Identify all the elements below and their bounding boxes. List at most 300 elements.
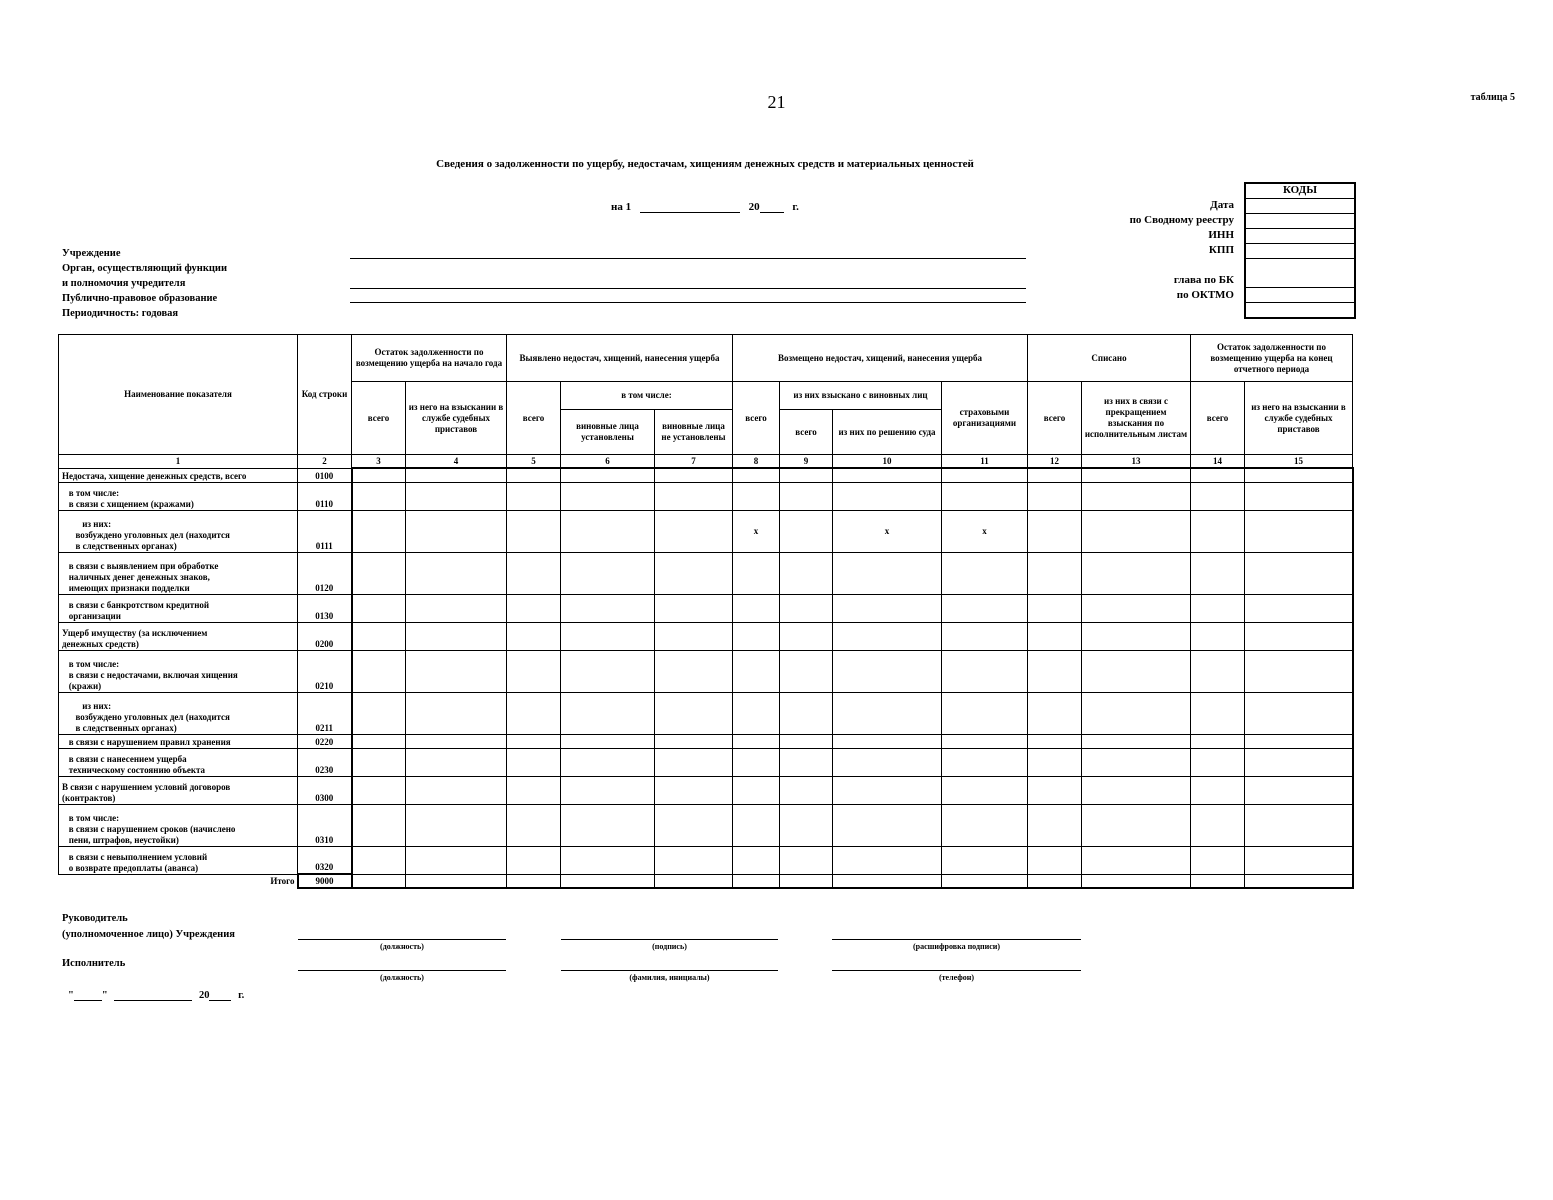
data-cell[interactable] <box>1082 482 1191 510</box>
date-day-month-field[interactable] <box>640 199 740 213</box>
header-including: в том числе: <box>561 382 733 410</box>
executor-label: Исполнитель <box>62 958 126 969</box>
data-cell[interactable] <box>406 468 507 482</box>
date-prefix: на 1 <box>611 201 632 213</box>
institution-field[interactable] <box>350 258 1026 259</box>
data-cell[interactable] <box>780 846 833 874</box>
data-cell[interactable] <box>561 734 655 748</box>
row-name-line: наличных денег денежных знаков, <box>62 571 210 582</box>
data-cell[interactable] <box>1082 594 1191 622</box>
data-cell[interactable] <box>733 468 780 482</box>
data-cell[interactable] <box>507 594 561 622</box>
code-oktmo-field[interactable] <box>1246 288 1354 303</box>
data-cell[interactable] <box>507 482 561 510</box>
table-row <box>59 510 1353 552</box>
label-public-entity: Публично-правовое образование <box>62 293 218 304</box>
data-cell[interactable] <box>1191 482 1245 510</box>
head-decoding-caption: (расшифровка подписи) <box>912 942 1001 951</box>
data-cell[interactable] <box>507 776 561 804</box>
data-cell[interactable] <box>833 846 942 874</box>
total-label: Итого <box>270 875 295 886</box>
header-c3: всего <box>352 382 406 455</box>
header-c11: страховыми организациями <box>942 382 1028 455</box>
data-cell[interactable] <box>833 650 942 692</box>
data-cell[interactable] <box>1028 622 1082 650</box>
data-cell[interactable] <box>942 776 1028 804</box>
data-cell[interactable] <box>406 594 507 622</box>
data-cell[interactable] <box>352 846 406 874</box>
sign-day-field[interactable] <box>74 988 102 1001</box>
data-cell[interactable] <box>655 482 733 510</box>
row-name-line: в связи с невыполнением условий <box>62 851 208 862</box>
row-name-line: (контрактов) <box>62 792 116 803</box>
data-cell[interactable] <box>733 748 780 776</box>
data-cell[interactable] <box>406 846 507 874</box>
column-number: 5 <box>507 455 561 469</box>
head-signature-field[interactable] <box>561 939 778 940</box>
total-cell[interactable] <box>352 874 406 888</box>
table-row <box>59 622 1353 650</box>
data-cell[interactable] <box>655 846 733 874</box>
table-row <box>59 846 1353 874</box>
data-cell[interactable] <box>1245 594 1353 622</box>
data-cell[interactable] <box>780 622 833 650</box>
label-bk: глава по БК <box>1173 274 1234 286</box>
sign-date-suffix: г. <box>238 990 245 1001</box>
header-c14: всего <box>1191 382 1245 455</box>
signature-date-line <box>68 988 244 1001</box>
executor-name-caption: (фамилия, инициалы) <box>629 973 710 982</box>
date-suffix: г. <box>792 201 799 213</box>
row-code: 0230 <box>298 748 352 776</box>
column-numbers-row <box>59 455 1353 469</box>
data-cell[interactable] <box>733 776 780 804</box>
data-cell[interactable] <box>780 468 833 482</box>
data-cell[interactable] <box>733 734 780 748</box>
row-name-line: пени, штрафов, неустойки) <box>62 834 179 845</box>
head-position-caption: (должность) <box>380 942 424 951</box>
date-quote-open: " <box>68 990 74 1001</box>
data-cell[interactable] <box>833 804 942 846</box>
label-registry: по Сводному реестру <box>1129 214 1234 226</box>
data-cell[interactable] <box>507 748 561 776</box>
data-cell[interactable] <box>1245 776 1353 804</box>
data-cell[interactable] <box>507 468 561 482</box>
data-cell[interactable] <box>1191 622 1245 650</box>
data-cell[interactable] <box>942 846 1028 874</box>
data-cell[interactable] <box>1082 734 1191 748</box>
total-cell[interactable] <box>780 874 833 888</box>
row-name <box>59 468 298 482</box>
header-code: Код строки <box>298 335 352 455</box>
public-entity-field[interactable] <box>350 302 1026 303</box>
table-row <box>59 482 1353 510</box>
data-cell[interactable] <box>1191 804 1245 846</box>
row-name-line: денежных средств) <box>62 638 139 649</box>
data-cell[interactable] <box>1191 552 1245 594</box>
header-name: Наименование показателя <box>59 335 298 455</box>
column-number: 9 <box>780 455 833 469</box>
total-cell[interactable] <box>833 874 942 888</box>
row-name-line: о возврате предоплаты (аванса) <box>62 862 199 873</box>
row-code: 0120 <box>298 552 352 594</box>
row-name-line: в связи с нарушением правил хранения <box>62 736 231 747</box>
total-code: 9000 <box>298 874 352 888</box>
data-cell[interactable] <box>406 692 507 734</box>
code-kpp-field[interactable] <box>1246 244 1354 259</box>
row-code: 0220 <box>298 734 352 748</box>
total-cell[interactable] <box>733 874 780 888</box>
data-cell[interactable] <box>1191 846 1245 874</box>
data-cell[interactable] <box>1191 748 1245 776</box>
data-cell[interactable] <box>561 846 655 874</box>
data-cell[interactable] <box>1191 776 1245 804</box>
label-institution: Учреждение <box>62 248 121 259</box>
data-cell[interactable] <box>733 804 780 846</box>
data-cell[interactable] <box>1191 692 1245 734</box>
data-cell[interactable] <box>833 622 942 650</box>
data-cell[interactable] <box>352 650 406 692</box>
data-cell[interactable] <box>352 692 406 734</box>
data-cell[interactable] <box>406 510 507 552</box>
head-label <box>62 911 235 943</box>
data-cell[interactable] <box>942 622 1028 650</box>
table-row <box>59 734 1353 748</box>
data-cell[interactable] <box>1082 804 1191 846</box>
data-cell[interactable] <box>833 468 942 482</box>
data-cell: x <box>833 510 942 552</box>
head-label-2: (уполномоченное лицо) Учреждения <box>62 929 235 940</box>
total-cell[interactable] <box>942 874 1028 888</box>
total-cell[interactable] <box>507 874 561 888</box>
data-cell[interactable] <box>1028 776 1082 804</box>
data-cell[interactable] <box>1245 468 1353 482</box>
row-name-line: в связи с нанесением ущерба <box>62 753 187 764</box>
data-cell[interactable] <box>1245 734 1353 748</box>
code-date-field[interactable] <box>1246 199 1354 214</box>
data-cell[interactable] <box>942 650 1028 692</box>
column-number: 13 <box>1082 455 1191 469</box>
total-row <box>59 874 1353 888</box>
data-cell[interactable] <box>1082 510 1191 552</box>
executor-phone-field[interactable] <box>832 970 1081 971</box>
data-cell[interactable] <box>561 468 655 482</box>
data-cell[interactable] <box>942 594 1028 622</box>
date-quote-close: " <box>101 990 108 1001</box>
data-cell[interactable] <box>733 692 780 734</box>
code-bk-field[interactable] <box>1246 259 1354 288</box>
data-cell[interactable] <box>1028 734 1082 748</box>
header-c15: из него на взыскании в службе судебных приставов <box>1245 382 1353 455</box>
data-cell[interactable] <box>1245 692 1353 734</box>
label-founder-2: и полномочия учредителя <box>62 278 186 289</box>
total-cell[interactable] <box>1191 874 1245 888</box>
data-cell[interactable] <box>833 734 942 748</box>
data-cell[interactable] <box>352 622 406 650</box>
row-code: 0300 <box>298 776 352 804</box>
data-cell: x <box>942 510 1028 552</box>
column-number: 2 <box>298 455 352 469</box>
data-cell[interactable] <box>655 650 733 692</box>
table-row <box>59 552 1353 594</box>
data-cell[interactable] <box>1082 776 1191 804</box>
data-cell[interactable] <box>655 468 733 482</box>
sign-year-field[interactable] <box>209 988 231 1001</box>
data-cell[interactable] <box>352 776 406 804</box>
table-row <box>59 468 1353 482</box>
label-date: Дата <box>1210 199 1234 211</box>
data-cell[interactable] <box>733 846 780 874</box>
data-cell[interactable] <box>780 482 833 510</box>
data-cell[interactable] <box>406 622 507 650</box>
data-cell[interactable] <box>352 510 406 552</box>
data-cell[interactable] <box>1245 650 1353 692</box>
sign-month-field[interactable] <box>114 988 192 1001</box>
data-cell[interactable] <box>780 552 833 594</box>
header-c4: из него на взыскании в службе судебных приставов <box>406 382 507 455</box>
data-cell[interactable] <box>655 748 733 776</box>
row-name-line: (кражи) <box>62 680 102 691</box>
header-c8: всего <box>733 382 780 455</box>
data-cell[interactable] <box>561 622 655 650</box>
data-cell[interactable] <box>1082 552 1191 594</box>
code-inn-field[interactable] <box>1246 229 1354 244</box>
data-cell[interactable] <box>561 804 655 846</box>
executor-position-field[interactable] <box>298 970 506 971</box>
row-name-line: в связи с выявлением при обработке <box>62 560 219 571</box>
row-code: 0100 <box>298 468 352 482</box>
column-number: 7 <box>655 455 733 469</box>
table-row <box>59 692 1353 734</box>
data-cell[interactable] <box>507 552 561 594</box>
row-name-line: В связи с нарушением условий договоров <box>62 781 231 792</box>
row-name <box>59 692 298 734</box>
data-cell[interactable] <box>733 594 780 622</box>
data-cell[interactable] <box>655 594 733 622</box>
code-registry-field[interactable] <box>1246 214 1354 229</box>
executor-phone-caption: (телефон) <box>938 973 975 982</box>
data-cell[interactable] <box>352 734 406 748</box>
data-cell[interactable] <box>1245 622 1353 650</box>
column-number: 14 <box>1191 455 1245 469</box>
data-cell[interactable] <box>352 748 406 776</box>
data-cell[interactable] <box>507 734 561 748</box>
data-cell[interactable] <box>1082 650 1191 692</box>
data-cell[interactable] <box>352 468 406 482</box>
data-cell[interactable] <box>1028 804 1082 846</box>
data-cell[interactable] <box>406 804 507 846</box>
table-row <box>59 804 1353 846</box>
data-cell[interactable] <box>655 692 733 734</box>
data-cell[interactable] <box>780 594 833 622</box>
data-cell[interactable] <box>942 804 1028 846</box>
header-c13: из них в связи с прекращением взыскания по исполнительным листам <box>1082 382 1191 455</box>
data-cell[interactable] <box>507 622 561 650</box>
row-name-line: Недостача, хищение денежных средств, всего <box>62 470 247 481</box>
org-labels <box>62 246 227 321</box>
row-code: 0110 <box>298 482 352 510</box>
total-cell[interactable] <box>655 874 733 888</box>
data-cell[interactable] <box>655 734 733 748</box>
head-decoding-field[interactable] <box>832 939 1081 940</box>
row-code: 0320 <box>298 846 352 874</box>
data-cell[interactable] <box>406 748 507 776</box>
data-cell[interactable] <box>507 692 561 734</box>
total-cell[interactable] <box>1245 874 1353 888</box>
data-cell[interactable] <box>406 650 507 692</box>
data-cell[interactable] <box>733 622 780 650</box>
label-inn: ИНН <box>1208 229 1234 241</box>
data-cell[interactable] <box>1191 594 1245 622</box>
data-cell[interactable] <box>655 804 733 846</box>
founder-field[interactable] <box>350 288 1026 289</box>
data-cell[interactable] <box>406 552 507 594</box>
header-recovered: Возмещено недостач, хищений, нанесения ущерба <box>733 335 1028 382</box>
data-cell[interactable] <box>1191 734 1245 748</box>
header-c10: из них по решению суда <box>833 410 942 455</box>
data-cell[interactable] <box>1028 692 1082 734</box>
data-cell[interactable] <box>780 650 833 692</box>
data-cell[interactable] <box>780 776 833 804</box>
data-cell[interactable] <box>1028 650 1082 692</box>
data-cell[interactable] <box>1245 552 1353 594</box>
data-cell[interactable] <box>1028 594 1082 622</box>
code-extra-field[interactable] <box>1246 303 1354 317</box>
data-cell[interactable] <box>352 804 406 846</box>
label-periodicity: Периодичность: годовая <box>62 308 179 319</box>
row-name <box>59 846 298 874</box>
data-cell[interactable] <box>352 552 406 594</box>
data-cell[interactable] <box>406 776 507 804</box>
row-code: 0211 <box>298 692 352 734</box>
header-start-balance: Остаток задолженности по возмещению ущерба на начало года <box>352 335 507 382</box>
data-cell[interactable] <box>780 748 833 776</box>
data-cell[interactable] <box>833 594 942 622</box>
date-year-field[interactable] <box>760 199 784 213</box>
data-cell[interactable] <box>1028 846 1082 874</box>
data-cell[interactable] <box>561 650 655 692</box>
data-cell[interactable] <box>942 468 1028 482</box>
column-number: 10 <box>833 455 942 469</box>
row-name <box>59 776 298 804</box>
data-cell[interactable] <box>1245 804 1353 846</box>
row-name-line: техническому состоянию объекта <box>62 764 206 775</box>
total-cell[interactable] <box>406 874 507 888</box>
data-cell: x <box>733 510 780 552</box>
row-name-line: в связи с нарушением сроков (начислено <box>62 823 236 834</box>
total-cell[interactable] <box>1028 874 1082 888</box>
data-cell[interactable] <box>561 748 655 776</box>
data-cell[interactable] <box>561 692 655 734</box>
data-cell[interactable] <box>406 482 507 510</box>
data-cell[interactable] <box>1191 650 1245 692</box>
data-cell[interactable] <box>561 776 655 804</box>
data-cell[interactable] <box>1028 468 1082 482</box>
data-cell[interactable] <box>1082 748 1191 776</box>
data-cell[interactable] <box>352 482 406 510</box>
data-cell[interactable] <box>561 594 655 622</box>
header-guilty: из них взыскано с виновных лиц <box>780 382 942 410</box>
data-cell[interactable] <box>655 776 733 804</box>
data-cell[interactable] <box>1028 482 1082 510</box>
data-cell[interactable] <box>561 510 655 552</box>
data-cell[interactable] <box>1028 552 1082 594</box>
header-c12: всего <box>1028 382 1082 455</box>
data-cell[interactable] <box>1245 482 1353 510</box>
data-cell[interactable] <box>1191 510 1245 552</box>
data-cell[interactable] <box>942 692 1028 734</box>
report-date-line <box>611 199 799 213</box>
data-cell[interactable] <box>833 776 942 804</box>
data-cell[interactable] <box>833 692 942 734</box>
data-cell[interactable] <box>942 748 1028 776</box>
data-cell[interactable] <box>655 510 733 552</box>
executor-name-field[interactable] <box>561 970 778 971</box>
data-cell[interactable] <box>1082 846 1191 874</box>
data-cell[interactable] <box>352 594 406 622</box>
data-cell[interactable] <box>1028 510 1082 552</box>
head-position-field[interactable] <box>298 939 506 940</box>
row-name-line: в том числе: <box>62 658 120 669</box>
data-cell[interactable] <box>1245 748 1353 776</box>
total-cell[interactable] <box>561 874 655 888</box>
column-number: 11 <box>942 455 1028 469</box>
column-number: 3 <box>352 455 406 469</box>
data-cell[interactable] <box>942 734 1028 748</box>
row-name-line: в связи с недостачами, включая хищения <box>62 669 238 680</box>
data-cell[interactable] <box>507 650 561 692</box>
data-cell[interactable] <box>507 804 561 846</box>
data-cell[interactable] <box>655 622 733 650</box>
data-cell[interactable] <box>733 482 780 510</box>
row-code: 0210 <box>298 650 352 692</box>
row-name-line: в связи с хищением (кражами) <box>62 498 194 509</box>
data-cell[interactable] <box>507 510 561 552</box>
data-cell[interactable] <box>1082 692 1191 734</box>
row-name-line: в том числе: <box>62 812 120 823</box>
data-cell[interactable] <box>561 552 655 594</box>
data-cell[interactable] <box>1245 510 1353 552</box>
total-cell[interactable] <box>1082 874 1191 888</box>
table-body <box>59 468 1353 888</box>
data-cell[interactable] <box>406 734 507 748</box>
row-name-line: из них: <box>62 700 112 711</box>
data-cell[interactable] <box>1082 622 1191 650</box>
data-cell[interactable] <box>780 692 833 734</box>
data-cell[interactable] <box>655 552 733 594</box>
data-cell[interactable] <box>780 804 833 846</box>
data-cell[interactable] <box>507 846 561 874</box>
data-cell[interactable] <box>1245 846 1353 874</box>
row-name-line: возбуждено уголовных дел (находится <box>62 529 230 540</box>
data-cell[interactable] <box>833 552 942 594</box>
data-cell[interactable] <box>561 482 655 510</box>
data-cell[interactable] <box>780 510 833 552</box>
data-cell[interactable] <box>1191 468 1245 482</box>
data-cell[interactable] <box>1082 468 1191 482</box>
data-cell[interactable] <box>733 650 780 692</box>
data-cell[interactable] <box>942 552 1028 594</box>
table-label: таблица 5 <box>1470 92 1515 103</box>
date-year-label: 20 <box>748 201 760 213</box>
executor-position-caption: (должность) <box>380 973 424 982</box>
data-cell[interactable] <box>733 552 780 594</box>
data-cell[interactable] <box>780 734 833 748</box>
data-cell[interactable] <box>1028 748 1082 776</box>
data-cell[interactable] <box>833 482 942 510</box>
data-cell[interactable] <box>942 482 1028 510</box>
data-cell[interactable] <box>833 748 942 776</box>
